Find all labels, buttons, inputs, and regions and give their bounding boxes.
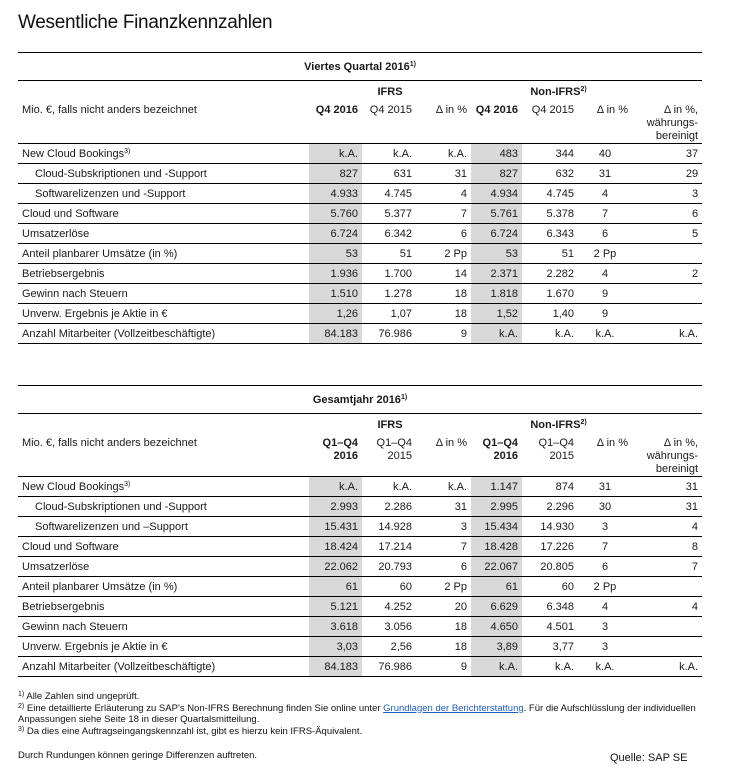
- value-cell: 18: [416, 637, 471, 657]
- row-label: Gewinn nach Steuern: [18, 617, 309, 637]
- table-row: [18, 517, 702, 537]
- value-cell: 2: [632, 264, 702, 284]
- value-cell: 1,52: [471, 304, 522, 324]
- value-cell: 3: [416, 517, 471, 537]
- table-row: [18, 324, 702, 344]
- value-cell: 8: [632, 537, 702, 557]
- value-cell: 6: [578, 557, 632, 577]
- value-cell: 14.928: [362, 517, 416, 537]
- value-cell: 18: [416, 617, 471, 637]
- value-cell: 9: [416, 324, 471, 344]
- non-ifrs-group-header: Non-IFRS$^{2)}$: [530, 86, 587, 98]
- value-cell: 1.818: [471, 284, 522, 304]
- period-header: Viertes Quartal 2016$^{1)}$: [18, 53, 702, 81]
- value-cell: 3,03: [309, 637, 362, 657]
- value-cell: 4: [578, 264, 632, 284]
- column-header: Δ in %: [416, 436, 471, 477]
- value-cell: 51: [522, 244, 578, 264]
- financial-table: [18, 52, 702, 344]
- column-header: Δ in %: [578, 103, 632, 144]
- value-cell: 3,89: [471, 637, 522, 657]
- column-header: Δ in %: [416, 103, 471, 144]
- value-cell: 2.371: [471, 264, 522, 284]
- column-header: Δ in %, währungs- bereinigt: [632, 436, 702, 477]
- value-cell: 7: [416, 204, 471, 224]
- value-cell: 483: [471, 144, 522, 164]
- value-cell: 6.724: [309, 224, 362, 244]
- table-row: [18, 224, 702, 244]
- row-label: Cloud-Subskriptionen und -Support: [18, 497, 309, 517]
- value-cell: 1.147: [471, 477, 522, 497]
- value-cell: 2 Pp: [416, 577, 471, 597]
- footnote-3: $^{3)}$ Da dies eine Auftragseingangskennzahl ist, gibt es hierzu kein IFRS-Äquivalent.: [18, 725, 363, 737]
- value-cell: k.A.: [578, 324, 632, 344]
- value-cell: 4: [632, 517, 702, 537]
- value-cell: 84.183: [309, 324, 362, 344]
- value-cell: 6: [416, 557, 471, 577]
- value-cell: 2.282: [522, 264, 578, 284]
- reporting-basis-link[interactable]: Grundlagen der Berichterstattung: [383, 702, 524, 714]
- row-label: Cloud und Software: [18, 204, 309, 224]
- row-label: New Cloud Bookings$^{3)}$: [18, 144, 309, 164]
- value-cell: 15.434: [471, 517, 522, 537]
- table-row: [18, 304, 702, 324]
- value-cell: 6.348: [522, 597, 578, 617]
- value-cell: 53: [309, 244, 362, 264]
- table-row: [18, 477, 702, 497]
- value-cell: 20: [416, 597, 471, 617]
- value-cell: 6.629: [471, 597, 522, 617]
- ifrs-group-header: IFRS: [377, 419, 403, 431]
- row-label: Anteil planbarer Umsätze (in %): [18, 244, 309, 264]
- value-cell: 2.286: [362, 497, 416, 517]
- value-cell: 1.700: [362, 264, 416, 284]
- value-cell: 1,40: [522, 304, 578, 324]
- value-cell: 874: [522, 477, 578, 497]
- value-cell: 1.936: [309, 264, 362, 284]
- value-cell: 4.252: [362, 597, 416, 617]
- value-cell: 76.986: [362, 657, 416, 677]
- full-year-table: [18, 385, 702, 677]
- value-cell: 61: [309, 577, 362, 597]
- value-cell: 3.056: [362, 617, 416, 637]
- row-label: Betriebsergebnis: [18, 597, 309, 617]
- column-header: Δ in %, währungs- bereinigt: [632, 103, 702, 144]
- value-cell: 631: [362, 164, 416, 184]
- value-cell: 18: [416, 304, 471, 324]
- column-header: Δ in %: [578, 436, 632, 477]
- value-cell: 5.760: [309, 204, 362, 224]
- value-cell: 6.342: [362, 224, 416, 244]
- value-cell: 76.986: [362, 324, 416, 344]
- value-cell: 4.650: [471, 617, 522, 637]
- value-cell: 14.930: [522, 517, 578, 537]
- table-row: [18, 164, 702, 184]
- value-cell: 4.934: [471, 184, 522, 204]
- value-cell: 18: [416, 284, 471, 304]
- value-cell: [632, 577, 702, 597]
- value-cell: 7: [632, 557, 702, 577]
- value-cell: 5.761: [471, 204, 522, 224]
- value-cell: 31: [416, 164, 471, 184]
- page-title: Wesentliche Finanzkennzahlen: [18, 12, 273, 33]
- table-row: [18, 657, 702, 677]
- value-cell: 2 Pp: [578, 577, 632, 597]
- table-row: [18, 637, 702, 657]
- value-cell: 3: [578, 617, 632, 637]
- table-row: [18, 284, 702, 304]
- value-cell: 31: [416, 497, 471, 517]
- value-cell: [632, 617, 702, 637]
- non-ifrs-group-header: Non-IFRS$^{2)}$: [530, 419, 587, 431]
- unit-label: Mio. €, falls nicht anders bezeichnet: [18, 103, 309, 144]
- value-cell: 7: [578, 204, 632, 224]
- value-cell: k.A.: [309, 144, 362, 164]
- value-cell: 17.226: [522, 537, 578, 557]
- value-cell: 4.501: [522, 617, 578, 637]
- value-cell: 5.377: [362, 204, 416, 224]
- value-cell: 31: [578, 164, 632, 184]
- table-row: [18, 577, 702, 597]
- value-cell: 5.121: [309, 597, 362, 617]
- value-cell: k.A.: [471, 657, 522, 677]
- column-header: Q1–Q4 2015: [362, 436, 416, 477]
- value-cell: 632: [522, 164, 578, 184]
- value-cell: 2.296: [522, 497, 578, 517]
- value-cell: 344: [522, 144, 578, 164]
- value-cell: [632, 284, 702, 304]
- source-label: Quelle: SAP SE: [610, 752, 688, 764]
- value-cell: 60: [522, 577, 578, 597]
- value-cell: k.A.: [471, 324, 522, 344]
- value-cell: 3,77: [522, 637, 578, 657]
- value-cell: k.A.: [362, 144, 416, 164]
- value-cell: 9: [578, 284, 632, 304]
- table-row: [18, 184, 702, 204]
- row-label: Cloud und Software: [18, 537, 309, 557]
- value-cell: 60: [362, 577, 416, 597]
- value-cell: k.A.: [362, 477, 416, 497]
- value-cell: k.A.: [416, 144, 471, 164]
- value-cell: 30: [578, 497, 632, 517]
- value-cell: 5: [632, 224, 702, 244]
- value-cell: k.A.: [522, 324, 578, 344]
- value-cell: 9: [416, 657, 471, 677]
- row-label: Anzahl Mitarbeiter (Vollzeitbeschäftigte): [18, 324, 309, 344]
- q4-table: [18, 52, 702, 344]
- column-header: Q1–Q4 2016: [309, 436, 362, 477]
- column-header: Q4 2016: [309, 103, 362, 144]
- value-cell: 37: [632, 144, 702, 164]
- column-header: Q1–Q4 2015: [522, 436, 578, 477]
- value-cell: 29: [632, 164, 702, 184]
- table-row: [18, 244, 702, 264]
- value-cell: 2 Pp: [578, 244, 632, 264]
- value-cell: 6.724: [471, 224, 522, 244]
- value-cell: 6: [416, 224, 471, 244]
- table-row: [18, 497, 702, 517]
- value-cell: 31: [632, 497, 702, 517]
- value-cell: k.A.: [578, 657, 632, 677]
- ifrs-group-header: IFRS: [377, 86, 403, 98]
- value-cell: 6: [578, 224, 632, 244]
- value-cell: 31: [578, 477, 632, 497]
- row-label: Softwarelizenzen und –Support: [18, 517, 309, 537]
- value-cell: 2.995: [471, 497, 522, 517]
- value-cell: k.A.: [632, 324, 702, 344]
- value-cell: 14: [416, 264, 471, 284]
- value-cell: k.A.: [309, 477, 362, 497]
- rounding-note: Durch Rundungen können geringe Differenzen auftreten.: [18, 750, 258, 761]
- value-cell: 20.805: [522, 557, 578, 577]
- value-cell: 53: [471, 244, 522, 264]
- value-cell: 827: [471, 164, 522, 184]
- footnote-1: $^{1)}$ Alle Zahlen sind ungeprüft.: [18, 691, 140, 702]
- value-cell: 3: [578, 637, 632, 657]
- value-cell: [632, 244, 702, 264]
- value-cell: 31: [632, 477, 702, 497]
- row-label: Unverw. Ergebnis je Aktie in €: [18, 304, 309, 324]
- value-cell: 1.278: [362, 284, 416, 304]
- row-label: Cloud-Subskriptionen und -Support: [18, 164, 309, 184]
- column-header: Q4 2015: [362, 103, 416, 144]
- row-label: Umsatzerlöse: [18, 224, 309, 244]
- value-cell: 40: [578, 144, 632, 164]
- value-cell: k.A.: [522, 657, 578, 677]
- value-cell: 9: [578, 304, 632, 324]
- table-row: [18, 557, 702, 577]
- value-cell: 4.933: [309, 184, 362, 204]
- table-row: [18, 144, 702, 164]
- value-cell: 61: [471, 577, 522, 597]
- table-row: [18, 264, 702, 284]
- value-cell: 4: [632, 597, 702, 617]
- value-cell: 22.067: [471, 557, 522, 577]
- value-cell: 2 Pp: [416, 244, 471, 264]
- table-row: [18, 597, 702, 617]
- value-cell: 4: [578, 184, 632, 204]
- value-cell: k.A.: [416, 477, 471, 497]
- value-cell: 18.428: [471, 537, 522, 557]
- value-cell: 3: [578, 517, 632, 537]
- value-cell: 5.378: [522, 204, 578, 224]
- value-cell: 1,26: [309, 304, 362, 324]
- row-label: Unverw. Ergebnis je Aktie in €: [18, 637, 309, 657]
- table-row: [18, 617, 702, 637]
- table-row: [18, 537, 702, 557]
- period-header: Gesamtjahr 2016$^{1)}$: [18, 386, 702, 414]
- value-cell: 6.343: [522, 224, 578, 244]
- value-cell: 1.670: [522, 284, 578, 304]
- value-cell: 20.793: [362, 557, 416, 577]
- value-cell: 4: [416, 184, 471, 204]
- value-cell: 4.745: [522, 184, 578, 204]
- value-cell: 2.993: [309, 497, 362, 517]
- value-cell: 2,56: [362, 637, 416, 657]
- value-cell: [632, 304, 702, 324]
- value-cell: 51: [362, 244, 416, 264]
- value-cell: 4: [578, 597, 632, 617]
- value-cell: 827: [309, 164, 362, 184]
- footnotes: [18, 691, 708, 737]
- value-cell: 7: [578, 537, 632, 557]
- value-cell: 15.431: [309, 517, 362, 537]
- value-cell: 22.062: [309, 557, 362, 577]
- row-label: Gewinn nach Steuern: [18, 284, 309, 304]
- row-label: Anzahl Mitarbeiter (Vollzeitbeschäftigte): [18, 657, 309, 677]
- financial-table: [18, 385, 702, 677]
- value-cell: 1.510: [309, 284, 362, 304]
- row-label: Umsatzerlöse: [18, 557, 309, 577]
- value-cell: 3.618: [309, 617, 362, 637]
- row-label: New Cloud Bookings$^{3)}$: [18, 477, 309, 497]
- value-cell: 3: [632, 184, 702, 204]
- footnote-2: $^{2)}$ Eine detaillierte Erläuterung zu SAP’s Non-IFRS Berechnung finden Sie online unter Grundlagen der Berichterstattung. Für die Aufschlüsslung der individuellen Anpassungen siehe Seite 18 in dieser Quartalsmitteilung.: [18, 702, 696, 725]
- value-cell: 17.214: [362, 537, 416, 557]
- row-label: Anteil planbarer Umsätze (in %): [18, 577, 309, 597]
- value-cell: [632, 637, 702, 657]
- unit-label: Mio. €, falls nicht anders bezeichnet: [18, 436, 309, 477]
- row-label: Betriebsergebnis: [18, 264, 309, 284]
- column-header: Q4 2016: [471, 103, 522, 144]
- value-cell: k.A.: [632, 657, 702, 677]
- value-cell: 18.424: [309, 537, 362, 557]
- value-cell: 1,07: [362, 304, 416, 324]
- value-cell: 7: [416, 537, 471, 557]
- row-label: Softwarelizenzen und -Support: [18, 184, 309, 204]
- value-cell: 6: [632, 204, 702, 224]
- table-row: [18, 204, 702, 224]
- value-cell: 4.745: [362, 184, 416, 204]
- column-header: Q4 2015: [522, 103, 578, 144]
- column-header: Q1–Q4 2016: [471, 436, 522, 477]
- value-cell: 84.183: [309, 657, 362, 677]
